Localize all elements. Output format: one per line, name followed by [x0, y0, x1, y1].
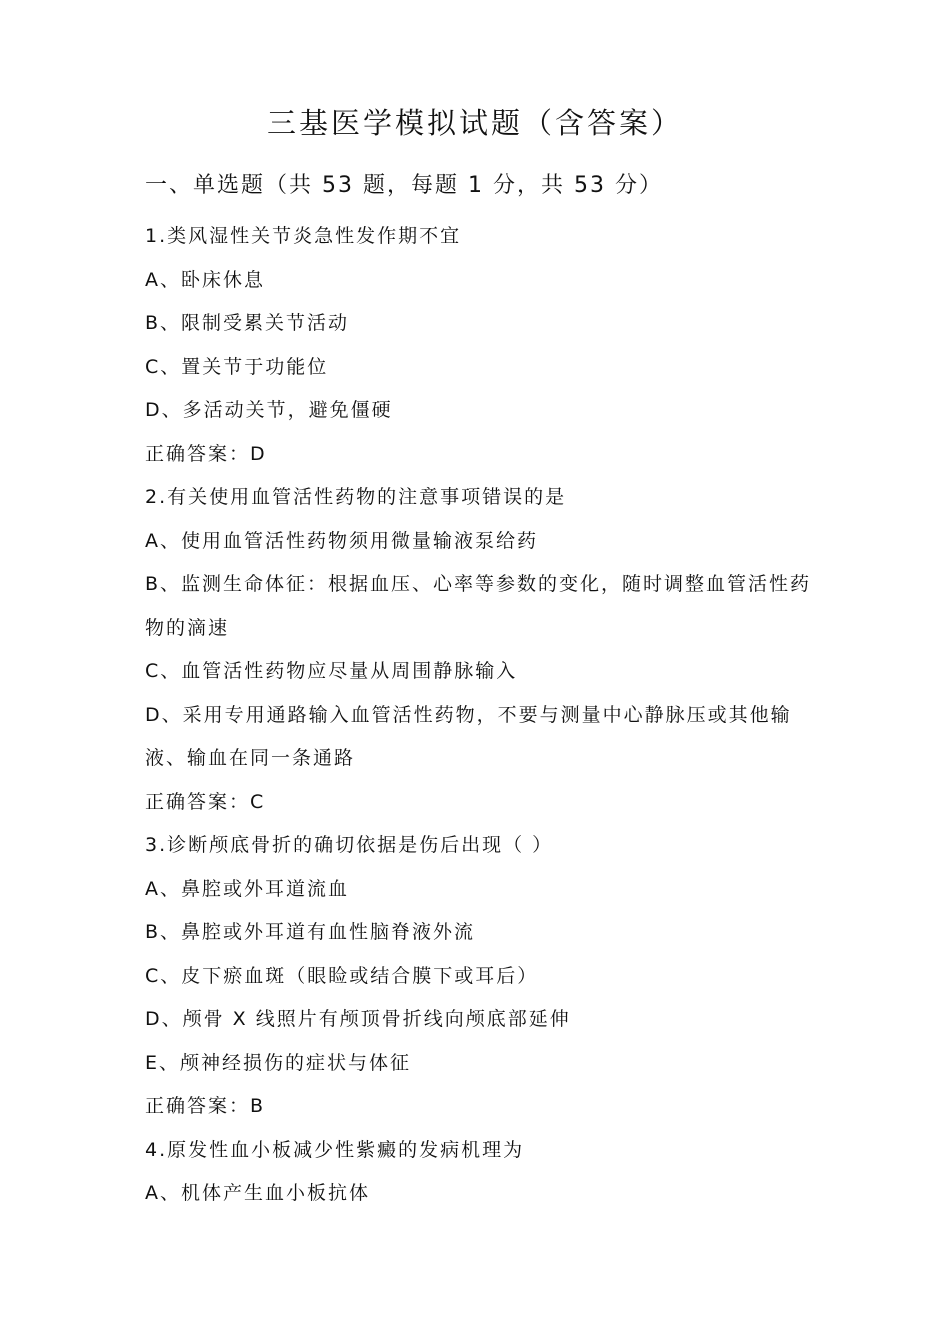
option-c: C、皮下瘀血斑（眼睑或结合膜下或耳后） [145, 964, 539, 987]
option-a: A、卧床休息 [145, 268, 265, 291]
question-list [145, 215, 825, 1216]
question-stem: 2.有关使用血管活性药物的注意事项错误的是 [145, 486, 567, 508]
option-b: B、限制受累关节活动 [145, 312, 350, 334]
correct-answer: 正确答案：B [145, 1095, 266, 1117]
option-b: B、监测生命体征：根据血压、心率等参数的变化，随时调整血管活性药物的滴速 [145, 573, 812, 639]
question-stem: 4.原发性血小板减少性紫癜的发病机理为 [145, 1138, 525, 1161]
question-stem: 1.类风湿性关节炎急性发作期不宜 [145, 225, 462, 247]
correct-answer: 正确答案：C [145, 790, 266, 813]
section-heading: 一、单选题（共 53 题，每题 1 分，共 53 分） [145, 173, 663, 198]
option-d: D、颅骨 X 线照片有颅顶骨折线向颅底部延伸 [145, 1008, 571, 1030]
option-a: A、机体产生血小板抗体 [145, 1182, 370, 1204]
option-d: D、采用专用通路输入血管活性药物，不要与测量中心静脉压或其他输液、输血在同一条通路 [145, 703, 792, 769]
option-c: C、置关节于功能位 [145, 355, 329, 378]
correct-answer: 正确答案：D [145, 442, 267, 465]
option-d: D、多活动关节，避免僵硬 [145, 399, 393, 421]
option-c: C、血管活性药物应尽量从周围静脉输入 [145, 660, 518, 682]
option-a: A、鼻腔或外耳道流血 [145, 877, 349, 900]
option-e: E、颅神经损伤的症状与体征 [145, 1051, 412, 1074]
option-b: B、鼻腔或外耳道有血性脑脊液外流 [145, 921, 476, 943]
document-title: 三基医学模拟试题（含答案） [266, 106, 683, 140]
option-a: A、使用血管活性药物须用微量输液泵给药 [145, 529, 538, 552]
question-stem: 3.诊断颅底骨折的确切依据是伤后出现（ ） [145, 834, 554, 856]
